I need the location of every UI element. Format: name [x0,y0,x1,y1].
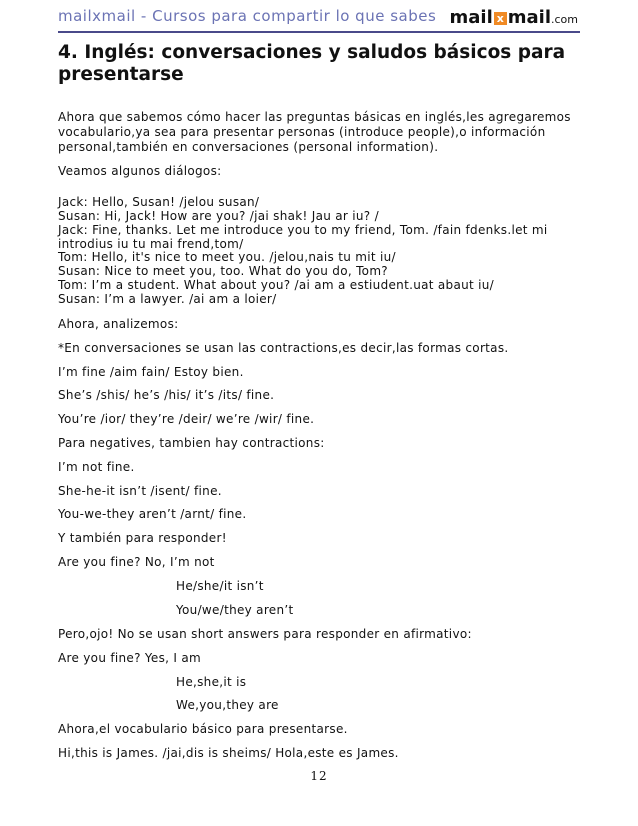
example-line: Are you fine? Yes, I am [58,651,201,665]
intro-line-2: vocabulario,ya sea para presentar personas (introduce people),o información [58,125,546,139]
example-line: She-he-it isn’t /isent/ fine. [58,484,222,498]
lesson-title: 4. Inglés: conversaciones y saludos básicos para presentarse [58,42,566,85]
intro-line-1: Ahora que sabemos cómo hacer las preguntas básicas en inglés,les agregaremos [58,110,571,124]
dialog-line: introdius iu tu mai frend,tom/ [58,237,244,251]
example-line: We,you,they are [176,698,279,712]
vocab-intro: Ahora,el vocabulario básico para presentarse. [58,722,348,736]
respond-intro: Y también para responder! [58,531,227,545]
dialog-line: Susan: Nice to meet you, too. What do you do, Tom? [58,264,388,278]
negatives-intro: Para negatives, tambien hay contractions: [58,436,325,450]
dialog-intro: Veamos algunos diálogos: [58,164,222,178]
dialog-line: Tom: I’m a student. What about you? /ai am a estiudent.uat abaut iu/ [58,278,495,292]
example-line: He/she/it isn’t [176,579,264,593]
intro-line-3: personal,también en conversaciones (personal information). [58,140,439,154]
dialog-line: Susan: Hi, Jack! How are you? /jai shak! Jau ar iu? / [58,209,379,223]
contractions-note: *En conversaciones se usan las contractions,es decir,las formas cortas. [58,341,509,355]
page-header [58,4,580,32]
dialog-line: Jack: Fine, thanks. Let me introduce you to my friend, Tom. /fain fdenks.let mi [58,223,548,237]
example-line: You-we-they aren’t /arnt/ fine. [58,507,247,521]
site-title: mailxmail - Cursos para compartir lo que sabes [58,7,437,25]
page-number: 12 [310,769,328,783]
example-line: Are you fine? No, I’m not [58,555,215,569]
example-line: You/we/they aren’t [176,603,294,617]
analysis-intro: Ahora, analizemos: [58,317,179,331]
example-line: You’re /ior/ they’re /deir/ we’re /wir/ fine. [58,412,315,426]
mailxmail-logo: mail x mail.com [449,7,578,28]
example-line: I’m not fine. [58,460,135,474]
header-rule [58,31,580,33]
example-line: I’m fine /aim fain/ Estoy bien. [58,365,244,379]
dialog-line: Jack: Hello, Susan! /jelou susan/ [58,195,260,209]
example-line: Hi,this is James. /jai,dis is sheims/ Hola,este es James. [58,746,399,760]
dialog-line: Susan: I’m a lawyer. /ai am a loier/ [58,292,277,306]
affirm-intro: Pero,ojo! No se usan short answers para responder en afirmativo: [58,627,472,641]
dialog-line: Tom: Hello, it's nice to meet you. /jelou,nais tu mit iu/ [58,250,396,264]
example-line: She’s /shis/ he’s /his/ it’s /its/ fine. [58,388,275,402]
example-line: He,she,it is [176,675,247,689]
